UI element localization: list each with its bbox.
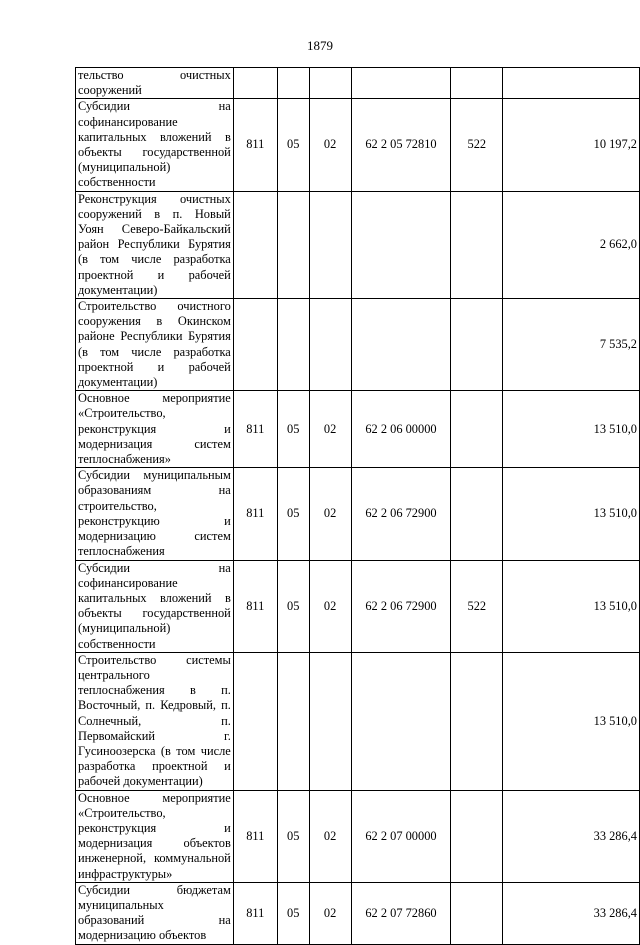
section-code: 05 — [277, 391, 309, 468]
ministry-code: 811 — [233, 468, 277, 560]
target-article: 62 2 07 00000 — [351, 790, 451, 882]
row-name: Основное мероприятие «Строительство, реконструкция и модернизация объектов инженерной, коммунальной инфраструктуры» — [76, 790, 234, 882]
expense-type — [451, 882, 503, 944]
amount: 10 197,2 — [503, 99, 640, 191]
table-row — [76, 560, 640, 652]
table-row — [76, 68, 640, 99]
table-row — [76, 882, 640, 944]
expense-type: 522 — [451, 99, 503, 191]
row-name: тельство очистных сооружений — [76, 68, 234, 99]
section-code: 05 — [277, 882, 309, 944]
subsection-code — [309, 652, 351, 790]
expense-type — [451, 391, 503, 468]
section-code — [277, 68, 309, 99]
subsection-code: 02 — [309, 790, 351, 882]
subsection-code — [309, 299, 351, 391]
table-row — [76, 299, 640, 391]
amount — [503, 68, 640, 99]
section-code — [277, 191, 309, 298]
section-code — [277, 652, 309, 790]
row-name: Основное мероприятие «Строительство, реконструкция и модернизация систем теплоснабжения» — [76, 391, 234, 468]
table-row — [76, 191, 640, 298]
amount: 2 662,0 — [503, 191, 640, 298]
row-name: Субсидии на софинансирование капитальных вложений в объекты государственной (муниципальной) собственности — [76, 560, 234, 652]
budget-table — [75, 67, 640, 945]
table-row — [76, 652, 640, 790]
target-article: 62 2 05 72810 — [351, 99, 451, 191]
ministry-code: 811 — [233, 391, 277, 468]
amount: 7 535,2 — [503, 299, 640, 391]
subsection-code: 02 — [309, 99, 351, 191]
target-article — [351, 299, 451, 391]
section-code — [277, 299, 309, 391]
row-name: Реконструкция очистных сооружений в п. Новый Уоян Северо-Байкальский район Республики Бурятия (в том числе разработка проектной и рабочей документации) — [76, 191, 234, 298]
amount: 13 510,0 — [503, 391, 640, 468]
table-row — [76, 391, 640, 468]
target-article: 62 2 06 72900 — [351, 560, 451, 652]
table-row — [76, 99, 640, 191]
ministry-code: 811 — [233, 790, 277, 882]
section-code: 05 — [277, 560, 309, 652]
page-number: 1879 — [307, 38, 333, 53]
subsection-code: 02 — [309, 468, 351, 560]
row-name: Строительство системы центрального теплоснабжения в п. Восточный, п. Кедровый, п. Солнечный, п. Первомайский г. Гусиноозерска (в том числе разработка проектной и рабочей документации) — [76, 652, 234, 790]
subsection-code — [309, 68, 351, 99]
expense-type — [451, 299, 503, 391]
row-name: Субсидии на софинансирование капитальных вложений в объекты государственной (муниципальной) собственности — [76, 99, 234, 191]
amount: 33 286,4 — [503, 790, 640, 882]
ministry-code: 811 — [233, 882, 277, 944]
ministry-code — [233, 652, 277, 790]
target-article — [351, 652, 451, 790]
target-article — [351, 68, 451, 99]
target-article: 62 2 06 72900 — [351, 468, 451, 560]
amount: 13 510,0 — [503, 652, 640, 790]
expense-type — [451, 790, 503, 882]
section-code: 05 — [277, 99, 309, 191]
row-name: Субсидии бюджетам муниципальных образований на модернизацию объектов — [76, 882, 234, 944]
expense-type — [451, 68, 503, 99]
expense-type — [451, 652, 503, 790]
table-row — [76, 790, 640, 882]
subsection-code: 02 — [309, 882, 351, 944]
amount: 13 510,0 — [503, 468, 640, 560]
ministry-code: 811 — [233, 99, 277, 191]
subsection-code: 02 — [309, 391, 351, 468]
target-article — [351, 191, 451, 298]
amount: 13 510,0 — [503, 560, 640, 652]
expense-type — [451, 191, 503, 298]
ministry-code — [233, 299, 277, 391]
section-code: 05 — [277, 790, 309, 882]
subsection-code: 02 — [309, 560, 351, 652]
subsection-code — [309, 191, 351, 298]
target-article: 62 2 07 72860 — [351, 882, 451, 944]
amount: 33 286,4 — [503, 882, 640, 944]
expense-type — [451, 468, 503, 560]
row-name: Субсидии муниципальным образованиям на строительство, реконструкцию и модернизацию систем теплоснабжения — [76, 468, 234, 560]
expense-type: 522 — [451, 560, 503, 652]
row-name: Строительство очистного сооружения в Окинском районе Республики Бурятия (в том числе разработка проектной и рабочей документации) — [76, 299, 234, 391]
table-row — [76, 468, 640, 560]
target-article: 62 2 06 00000 — [351, 391, 451, 468]
ministry-code: 811 — [233, 560, 277, 652]
ministry-code — [233, 191, 277, 298]
section-code: 05 — [277, 468, 309, 560]
ministry-code — [233, 68, 277, 99]
